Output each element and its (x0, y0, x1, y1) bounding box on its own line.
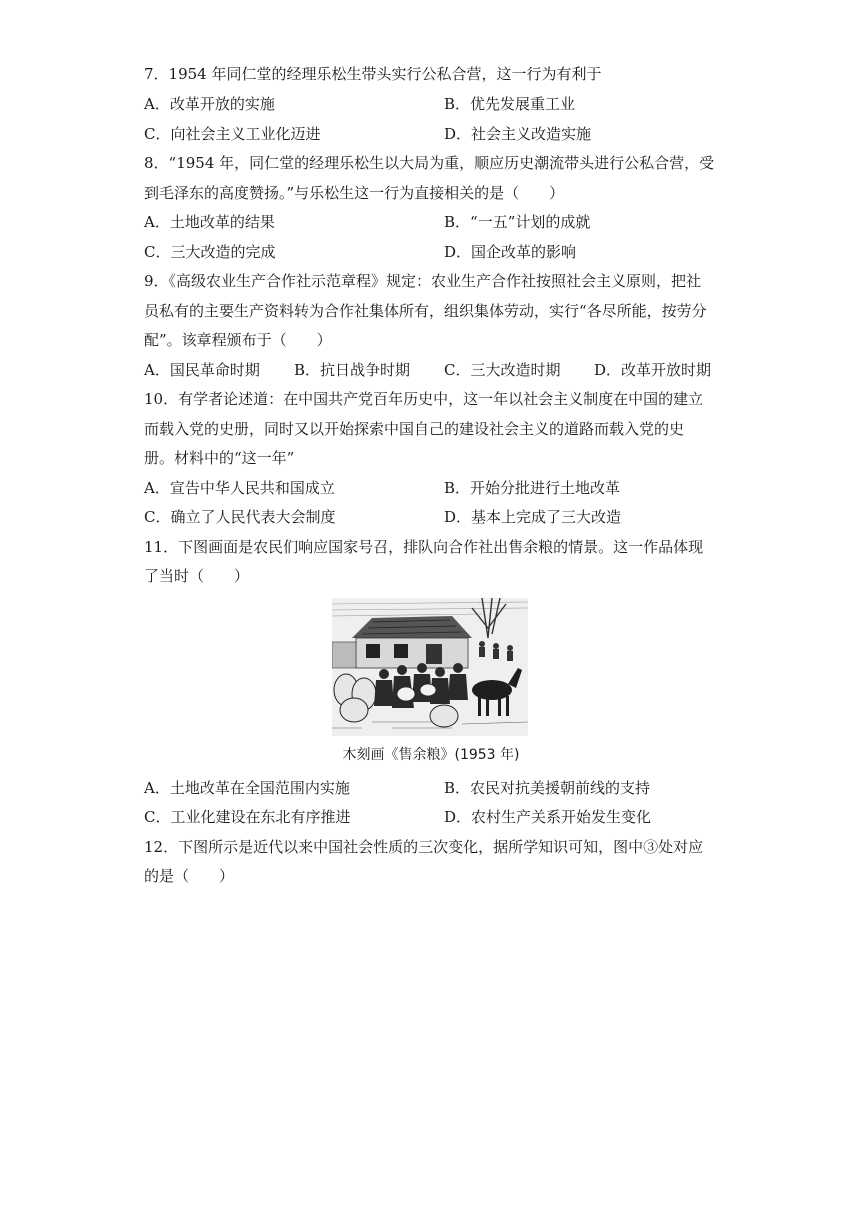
question-8-option-d[interactable]: D．国企改革的影响 (444, 243, 577, 261)
question-10-stem-line-1: 10．有学者论述道：在中国共产党百年历史中，这一年以社会主义制度在中国的建立 (144, 390, 704, 408)
question-9-option-b[interactable]: B．抗日战争时期 (294, 361, 411, 379)
question-11-option-a[interactable]: A．土地改革在全国范围内实施 (144, 779, 350, 797)
question-7-option-a[interactable]: A．改革开放的实施 (144, 95, 275, 113)
question-7-option-c[interactable]: C．向社会主义工业化迈进 (144, 125, 321, 143)
question-8-stem-line-2: 到毛泽东的高度赞扬。”与乐松生这一行为直接相关的是（ ） (144, 184, 565, 202)
question-11-option-b[interactable]: B．农民对抗美援朝前线的支持 (444, 779, 651, 797)
question-9-option-a[interactable]: A．国民革命时期 (144, 361, 260, 379)
question-10-option-d[interactable]: D．基本上完成了三大改造 (444, 508, 622, 526)
question-10-option-c[interactable]: C．确立了人民代表大会制度 (144, 508, 336, 526)
question-9-stem-line-3: 配”。该章程颁布于（ ） (144, 331, 332, 349)
question-9-stem-line-2: 员私有的主要生产资料转为合作社集体所有，组织集体劳动，实行“各尽所能，按劳分 (144, 302, 707, 320)
question-8-option-b[interactable]: B．“一五”计划的成就 (444, 213, 591, 231)
question-12-stem-line-1: 12．下图所示是近代以来中国社会性质的三次变化，据所学知识可知，图中③处对应 (144, 838, 704, 856)
question-11-stem-line-1: 11．下图画面是农民们响应国家号召，排队向合作社出售余粮的情景。这一作品体现 (144, 538, 704, 556)
question-9-stem-line-1: 9．《高级农业生产合作社示范章程》规定：农业生产合作社按照社会主义原则，把社 (144, 272, 702, 290)
question-10-stem-line-3: 册。材料中的“这一年” (144, 449, 295, 467)
question-12-stem-line-2: 的是（ ） (144, 867, 235, 885)
question-10-option-b[interactable]: B．开始分批进行土地改革 (444, 479, 621, 497)
woodcut-caption: 木刻画《售余粮》(1953 年) (342, 747, 520, 763)
question-8-stem-line-1: 8．“1954 年，同仁堂的经理乐松生以大局为重，顺应历史潮流带头进行公私合营，受 (144, 154, 715, 172)
question-7-option-b[interactable]: B．优先发展重工业 (444, 95, 576, 113)
question-8-option-a[interactable]: A．土地改革的结果 (144, 213, 275, 231)
question-10-option-a[interactable]: A．宣告中华人民共和国成立 (144, 479, 335, 497)
question-9-option-d[interactable]: D．改革开放时期 (594, 361, 712, 379)
woodcut-illustration (332, 598, 528, 736)
question-7-option-d[interactable]: D．社会主义改造实施 (444, 125, 592, 143)
question-10-stem-line-2: 而载入党的史册，同时又以开始探索中国自己的建设社会主义的道路而载入党的史 (144, 420, 685, 438)
question-11-option-d[interactable]: D．农村生产关系开始发生变化 (444, 808, 652, 826)
question-11-stem-line-2: 了当时（ ） (144, 567, 250, 585)
question-9-option-c[interactable]: C．三大改造时期 (444, 361, 561, 379)
question-7-stem: 7．1954 年同仁堂的经理乐松生带头实行公私合营，这一行为有利于 (144, 65, 602, 83)
question-11-option-c[interactable]: C．工业化建设在东北有序推进 (144, 808, 351, 826)
question-8-option-c[interactable]: C．三大改造的完成 (144, 243, 276, 261)
